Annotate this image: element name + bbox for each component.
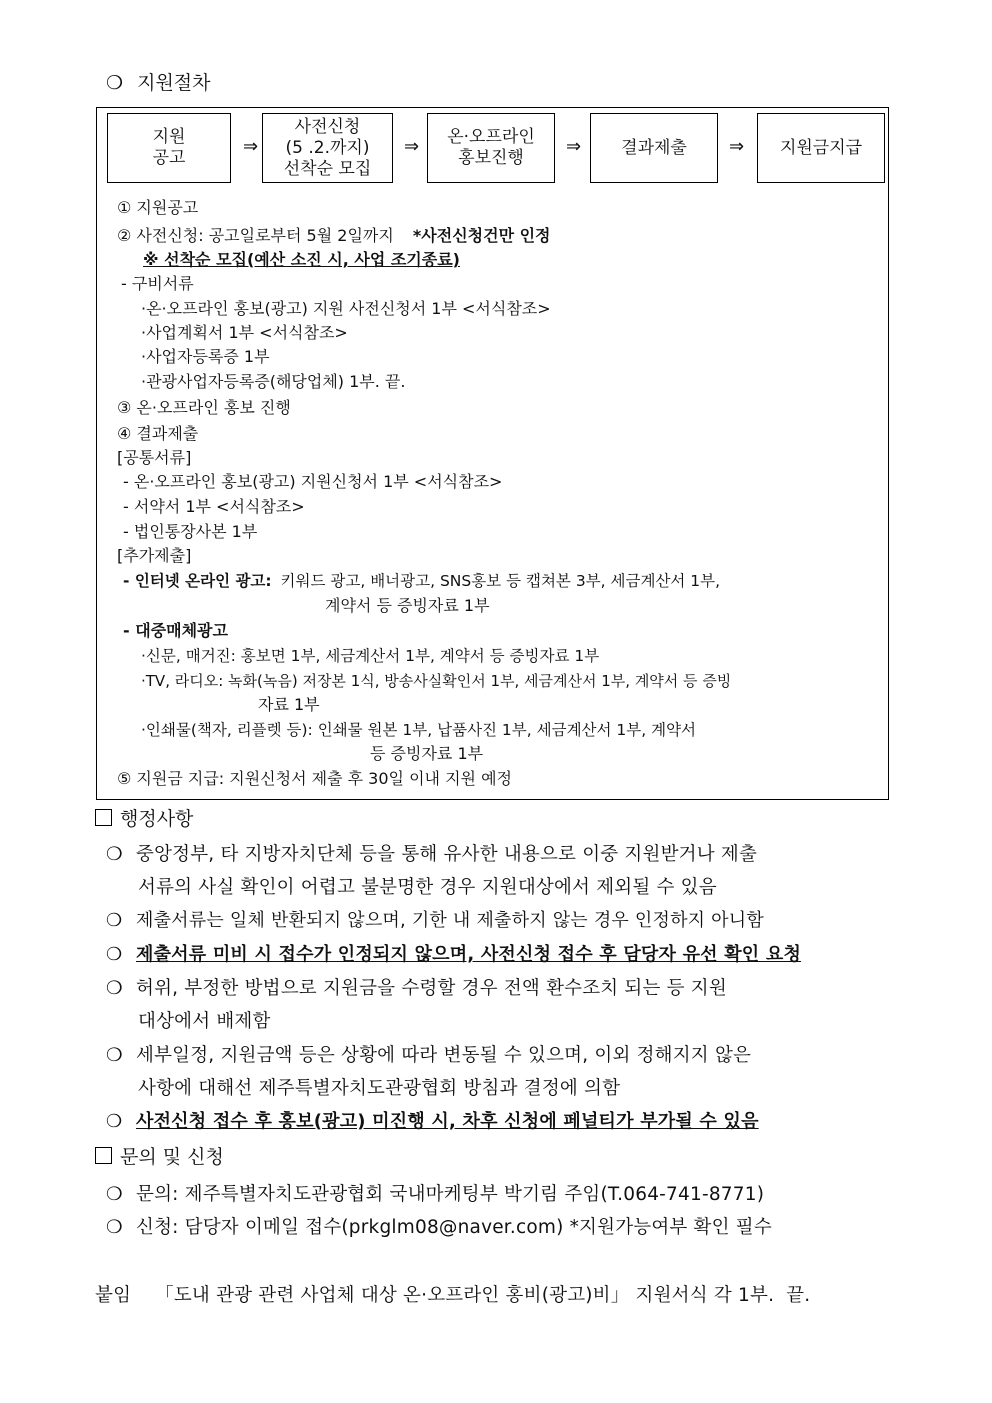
proc-line: ·사업자등록증 1부 (141, 347, 270, 366)
admin-bullet-cont: 사항에 대해선 제주특별자치도관광협회 방침과 결정에 의함 (138, 1078, 621, 1099)
checkbox-square-icon (95, 1147, 112, 1164)
admin-bullet: ❍ 세부일정, 지원금액 등은 상황에 따라 변동될 수 있으며, 이외 정해지지 않은 (106, 1045, 752, 1066)
contact-apply: ❍ 신청: 담당자 이메일 접수(prkglm08@naver.com) *지원가능여부 확인 필수 (106, 1217, 772, 1238)
arrow-icon: ⇒ (243, 136, 259, 157)
checkbox-square-icon (95, 809, 112, 826)
proc-line: - 온·오프라인 홍보(광고) 지원신청서 1부 <서식참조> (123, 472, 503, 491)
circle-bullet-icon: ❍ (106, 1184, 123, 1205)
proc-line: - 인터넷 온라인 광고: 키워드 광고, 배너광고, SNS홍보 등 캡쳐본 3부, 세금계산서 1부, (123, 572, 721, 590)
proc-line: ③ 온·오프라인 홍보 진행 (117, 398, 291, 417)
arrow-icon: ⇒ (729, 136, 745, 157)
flow-step-3: 온·오프라인 홍보진행 (427, 113, 555, 183)
heading-text: 지원절차 (137, 72, 211, 94)
proc-line: - 구비서류 (121, 274, 194, 293)
proc-line: ① 지원공고 (117, 198, 199, 217)
procedure-box (96, 107, 889, 800)
proc-line: ② 사전신청: 공고일로부터 5월 2일까지 *사전신청건만 인정 (117, 226, 551, 245)
proc-line: 자료 1부 (258, 695, 320, 714)
circle-bullet-icon: ❍ (106, 844, 123, 865)
proc-line: ·온·오프라인 홍보(광고) 지원 사전신청서 1부 <서식참조> (141, 299, 551, 318)
section-title-contact: 문의 및 신청 (95, 1142, 224, 1169)
admin-bullet-emphasis: ❍ 사전신청 접수 후 홍보(광고) 미진행 시, 차후 신청에 페널티가 부가될 수 있음 (106, 1111, 759, 1132)
admin-bullet: ❍ 제출서류는 일체 반환되지 않으며, 기한 내 제출하지 않는 경우 인정하지 아니함 (106, 910, 764, 931)
circle-bullet-icon: ❍ (106, 944, 123, 965)
proc-line: ·인쇄물(책자, 리플렛 등): 인쇄물 원본 1부, 납품사진 1부, 세금계산서 1부, 계약서 (141, 721, 697, 739)
proc-line: [공통서류] (117, 448, 192, 467)
proc-line: - 서약서 1부 <서식참조> (123, 497, 305, 516)
admin-bullet-emphasis: ❍ 제출서류 미비 시 접수가 인정되지 않으며, 사전신청 접수 후 담당자 유선 확인 요청 (106, 944, 802, 965)
circle-bullet-icon: ❍ (106, 978, 123, 999)
arrow-icon: ⇒ (404, 136, 420, 157)
proc-line: [추가제출] (117, 546, 192, 565)
proc-line: ·신문, 매거진: 홍보면 1부, 세금계산서 1부, 계약서 등 증빙자료 1부 (141, 647, 600, 665)
attachment-line: 붙임 「도내 관광 관련 사업체 대상 온·오프라인 홍비(광고)비」 지원서식 각 1부. 끝. (95, 1285, 811, 1306)
section-heading (106, 68, 211, 95)
admin-bullet-cont: 서류의 사실 확인이 어렵고 불분명한 경우 지원대상에서 제외될 수 있음 (138, 877, 717, 898)
flow-step-2: 사전신청 (5 .2.까지) 선착순 모집 (262, 113, 393, 183)
circle-bullet-icon: ❍ (106, 910, 123, 931)
circle-bullet-icon: ❍ (106, 1217, 123, 1238)
proc-line: ⑤ 지원금 지급: 지원신청서 제출 후 30일 이내 지원 예정 (117, 769, 512, 788)
flow-step-5: 지원금지급 (757, 113, 885, 183)
flow-step-4: 결과제출 (590, 113, 718, 183)
admin-bullet: ❍ 허위, 부정한 방법으로 지원금을 수령할 경우 전액 환수조치 되는 등 지원 (106, 978, 727, 999)
proc-line: - 법인통장사본 1부 (123, 522, 258, 541)
proc-line: 계약서 등 증빙자료 1부 (325, 596, 490, 615)
circle-bullet-icon: ❍ (106, 1045, 123, 1066)
proc-line: 등 증빙자료 1부 (370, 744, 484, 763)
flow-step-1: 지원 공고 (107, 113, 231, 183)
proc-line: ④ 결과제출 (117, 424, 199, 443)
proc-line: ·관광사업자등록증(해당업체) 1부. 끝. (141, 372, 406, 391)
arrow-icon: ⇒ (566, 136, 582, 157)
contact-inquiry: ❍ 문의: 제주특별자치도관광협회 국내마케팅부 박기림 주임(T.064-741-8771) (106, 1184, 765, 1205)
circle-bullet-icon: ❍ (106, 72, 124, 94)
admin-bullet-cont: 대상에서 배제함 (138, 1011, 271, 1032)
circle-bullet-icon: ❍ (106, 1111, 123, 1132)
admin-bullet: ❍ 중앙정부, 타 지방자치단체 등을 통해 유사한 내용으로 이중 지원받거나 제출 (106, 844, 758, 865)
proc-line-notice: ※ 선착순 모집(예산 소진 시, 사업 조기종료) (143, 250, 460, 269)
section-title-admin: 행정사항 (95, 804, 193, 831)
proc-line: ·TV, 라디오: 녹화(녹음) 저장본 1식, 방송사실확인서 1부, 세금계산서 1부, 계약서 등 증빙 (141, 672, 732, 690)
proc-line: - 대중매체광고 (123, 621, 228, 640)
proc-line: ·사업계획서 1부 <서식참조> (141, 323, 348, 342)
